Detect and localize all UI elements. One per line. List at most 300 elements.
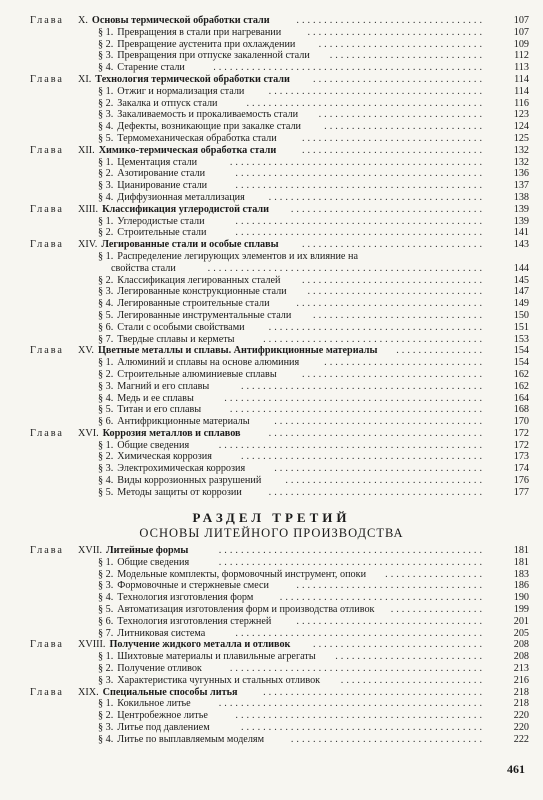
toc-section-entry bbox=[0, 616, 543, 628]
chapter-number: X. bbox=[78, 15, 88, 26]
toc-section-entry bbox=[0, 27, 543, 39]
section-heading bbox=[98, 27, 281, 39]
toc-section-entry bbox=[0, 734, 543, 746]
section-heading bbox=[98, 298, 270, 310]
section-number: § 2. bbox=[98, 710, 114, 722]
section-title: Химическая коррозия bbox=[117, 451, 212, 463]
dot-leader: ............................................. bbox=[235, 627, 485, 639]
toc-section-entry bbox=[0, 286, 543, 298]
page-reference: 139 bbox=[513, 215, 529, 227]
dot-leader: .............................................. bbox=[229, 662, 485, 674]
dot-leader: ................................. bbox=[301, 274, 485, 286]
section-number: § 2. bbox=[98, 368, 114, 380]
section-heading bbox=[98, 62, 185, 74]
toc-section-entry bbox=[0, 393, 543, 405]
dot-leader: .............................. bbox=[318, 109, 485, 121]
part-subheading: ОСНОВЫ ЛИТЕЙНОГО ПРОИЗВОДСТВА bbox=[139, 526, 404, 540]
dot-leader: ................................................ bbox=[218, 556, 485, 568]
section-number: § 4. bbox=[98, 62, 114, 74]
section-number: § 2. bbox=[98, 274, 114, 286]
page-reference: 218 bbox=[513, 686, 529, 698]
chapter-word: Глава bbox=[30, 73, 64, 85]
section-number: § 3. bbox=[98, 580, 114, 592]
dot-leader: ................................... bbox=[290, 733, 485, 745]
section-title: Азотирование стали bbox=[117, 168, 206, 180]
toc-section-entry bbox=[0, 275, 543, 287]
dot-leader: ....................................... bbox=[268, 427, 485, 439]
chapter-word: Глава bbox=[30, 686, 64, 698]
section-number: § 7. bbox=[98, 627, 114, 639]
dot-leader: ............................. bbox=[324, 357, 485, 369]
section-heading bbox=[98, 168, 205, 180]
section-title: Превращения в стали при нагревании bbox=[117, 26, 282, 38]
table-of-contents-part-3 bbox=[0, 545, 543, 746]
section-title: Общие сведения bbox=[117, 439, 190, 451]
section-number: § 3. bbox=[98, 380, 114, 392]
section-heading bbox=[98, 157, 197, 169]
section-title: Виды коррозионных разрушений bbox=[117, 475, 262, 487]
toc-section-entry bbox=[0, 322, 543, 334]
dot-leader: ....................................... bbox=[268, 321, 485, 333]
page-reference: 149 bbox=[513, 298, 529, 310]
chapter-word: Глава bbox=[30, 639, 64, 651]
toc-section-entry bbox=[0, 722, 543, 734]
page-reference: 136 bbox=[513, 168, 529, 180]
chapter-number: XV. bbox=[78, 345, 94, 357]
toc-section-entry bbox=[0, 404, 543, 416]
page-reference: 132 bbox=[513, 144, 529, 156]
chapter-word: Глава bbox=[30, 203, 64, 215]
section-title: Термомеханическая обработка стали bbox=[117, 132, 277, 144]
toc-section-entry bbox=[0, 487, 543, 499]
toc-section-entry bbox=[0, 227, 543, 239]
dot-leader: ............................... bbox=[313, 639, 485, 651]
toc-section-entry bbox=[0, 39, 543, 51]
section-heading bbox=[98, 39, 295, 51]
dot-leader: .............................. bbox=[318, 38, 485, 50]
toc-section-entry bbox=[0, 580, 543, 592]
section-title: Магний и его сплавы bbox=[117, 380, 210, 392]
section-heading bbox=[98, 475, 261, 487]
toc-section-entry bbox=[0, 369, 543, 381]
toc-section-entry bbox=[0, 475, 543, 487]
section-number: § 1. bbox=[98, 156, 114, 168]
section-number: § 2. bbox=[98, 662, 114, 674]
page-reference: 150 bbox=[513, 309, 529, 321]
page-reference: 199 bbox=[513, 603, 529, 615]
page-reference: 107 bbox=[513, 26, 529, 38]
dot-leader: ................................. bbox=[301, 368, 485, 380]
section-number: § 3. bbox=[98, 463, 114, 475]
section-number: § 2. bbox=[98, 168, 114, 180]
toc-section-entry bbox=[0, 334, 543, 346]
page-reference: 112 bbox=[514, 50, 529, 62]
toc-section-entry bbox=[0, 592, 543, 604]
chapter-word: Глава bbox=[30, 239, 64, 251]
dot-leader: .................................. bbox=[296, 615, 485, 627]
chapter-number: XI. bbox=[78, 73, 92, 85]
section-number: § 1. bbox=[98, 651, 114, 663]
section-number: § 1. bbox=[98, 439, 114, 451]
section-number: § 6. bbox=[98, 416, 114, 428]
dot-leader: ................................ bbox=[307, 26, 485, 38]
section-title: Диффузионная металлизация bbox=[117, 191, 245, 203]
section-number: § 5. bbox=[98, 603, 114, 615]
section-title: Старение стали bbox=[117, 62, 185, 74]
page-reference: 186 bbox=[513, 580, 529, 592]
page-reference: 190 bbox=[513, 592, 529, 604]
table-of-contents-part-2 bbox=[0, 15, 543, 499]
dot-leader: ...................................... bbox=[274, 463, 485, 475]
section-heading bbox=[98, 369, 277, 381]
dot-leader: ............................................. bbox=[235, 215, 485, 227]
section-heading bbox=[98, 121, 301, 133]
section-number: § 6. bbox=[98, 321, 114, 333]
toc-section-entry bbox=[0, 121, 543, 133]
section-number: § 2. bbox=[98, 568, 114, 580]
section-title: Закаливаемость и прокаливаемость стали bbox=[117, 109, 299, 121]
toc-section-entry bbox=[0, 604, 543, 616]
page-reference: 154 bbox=[513, 345, 529, 357]
chapter-number: XIV. bbox=[78, 239, 98, 251]
section-title: Автоматизация изготовления форм и производства отливок bbox=[117, 603, 375, 615]
chapter-heading bbox=[78, 15, 270, 27]
page-reference: 216 bbox=[513, 674, 529, 686]
chapter-heading bbox=[78, 239, 279, 251]
page-reference: 145 bbox=[513, 274, 529, 286]
chapter-heading bbox=[78, 345, 377, 357]
page-reference: 170 bbox=[513, 416, 529, 428]
dot-leader: ............................................. bbox=[235, 180, 485, 192]
section-heading bbox=[98, 557, 189, 569]
section-number: § 3. bbox=[98, 50, 114, 62]
section-title: Центробежное литье bbox=[117, 710, 208, 722]
dot-leader: .............................................. bbox=[229, 404, 485, 416]
toc-chapter-entry bbox=[0, 145, 543, 157]
section-heading bbox=[98, 487, 242, 499]
page-reference: 181 bbox=[513, 545, 529, 556]
dot-leader: ....................................... bbox=[268, 191, 485, 203]
page-reference: 168 bbox=[513, 404, 529, 416]
page-reference: 177 bbox=[513, 486, 529, 498]
dot-leader: ............................ bbox=[329, 50, 485, 62]
page-number: 461 bbox=[507, 762, 525, 776]
chapter-title: Литейные формы bbox=[106, 545, 189, 556]
section-title: Твердые сплавы и керметы bbox=[117, 333, 235, 345]
section-heading bbox=[98, 616, 271, 628]
dot-leader: ............................................. bbox=[235, 227, 485, 239]
toc-section-entry bbox=[0, 216, 543, 228]
toc-section-entry bbox=[0, 251, 543, 263]
chapter-word: Глава bbox=[30, 345, 64, 357]
chapter-title: Специальные способы литья bbox=[102, 686, 238, 698]
toc-chapter-entry bbox=[0, 639, 543, 651]
section-title: Легированные инструментальные стали bbox=[117, 309, 292, 321]
toc-section-entry bbox=[0, 451, 543, 463]
toc-section-entry bbox=[0, 698, 543, 710]
toc-section-entry bbox=[0, 180, 543, 192]
section-title: Литниковая система bbox=[117, 627, 206, 639]
toc-chapter-entry bbox=[0, 74, 543, 86]
chapter-heading bbox=[78, 74, 290, 86]
chapter-number: XVIII. bbox=[78, 639, 106, 651]
page-reference: 114 bbox=[514, 73, 529, 85]
section-title: Легированные конструкционные стали bbox=[117, 286, 287, 298]
section-heading bbox=[98, 133, 277, 145]
dot-leader: ................................ bbox=[307, 286, 485, 298]
section-number: § 2. bbox=[98, 97, 114, 109]
section-title: Превращение аустенита при охлаждении bbox=[117, 38, 296, 50]
section-heading bbox=[98, 592, 253, 604]
chapter-heading bbox=[78, 687, 238, 699]
page-reference: 162 bbox=[513, 368, 529, 380]
page-reference: 107 bbox=[513, 15, 529, 26]
page-reference: 220 bbox=[513, 721, 529, 733]
page-reference: 137 bbox=[513, 180, 529, 192]
section-number: § 5. bbox=[98, 404, 114, 416]
section-number: § 4. bbox=[98, 733, 114, 745]
section-title: Технология изготовления форм bbox=[117, 592, 254, 604]
page-reference: 174 bbox=[513, 463, 529, 475]
section-heading bbox=[98, 393, 194, 405]
dot-leader: ................................................. bbox=[213, 62, 485, 74]
toc-section-entry bbox=[0, 98, 543, 110]
dot-leader: ................. bbox=[390, 603, 485, 615]
section-title: Характеристика чугунных и стальных отливок bbox=[117, 674, 321, 686]
toc-section-entry bbox=[0, 86, 543, 98]
dot-leader: ................................................ bbox=[218, 439, 485, 451]
section-number: § 4. bbox=[98, 475, 114, 487]
section-number: § 3. bbox=[98, 721, 114, 733]
page-reference: 162 bbox=[513, 380, 529, 392]
toc-section-entry bbox=[0, 557, 543, 569]
toc-section-entry bbox=[0, 157, 543, 169]
dot-leader: ............................. bbox=[324, 121, 485, 133]
chapter-number: XVII. bbox=[78, 545, 103, 556]
section-heading bbox=[111, 263, 176, 275]
dot-leader: .................................. bbox=[296, 15, 485, 26]
section-heading bbox=[98, 663, 202, 675]
dot-leader: ................................. bbox=[301, 144, 485, 156]
toc-section-entry bbox=[0, 109, 543, 121]
section-heading bbox=[98, 322, 245, 334]
section-heading bbox=[98, 334, 235, 346]
section-heading bbox=[98, 357, 299, 369]
section-title: Кокильное литье bbox=[117, 698, 191, 710]
chapter-title: Коррозия металлов и сплавов bbox=[102, 427, 241, 439]
section-title: Медь и ее сплавы bbox=[117, 392, 194, 404]
dot-leader: ............................... bbox=[313, 309, 485, 321]
dot-leader: ................................... bbox=[290, 203, 485, 215]
dot-leader: ............................................... bbox=[224, 392, 485, 404]
dot-leader: ................................................ bbox=[218, 698, 485, 710]
dot-leader: ........................................... bbox=[246, 97, 485, 109]
page-reference: 138 bbox=[513, 191, 529, 203]
section-heading bbox=[98, 180, 207, 192]
section-number: § 5. bbox=[98, 486, 114, 498]
section-title: Дефекты, возникающие при закалке стали bbox=[117, 121, 301, 133]
dot-leader: ........................................ bbox=[263, 686, 485, 698]
section-title: Строительные стали bbox=[117, 227, 207, 239]
section-number: § 4. bbox=[98, 392, 114, 404]
page-reference: 222 bbox=[513, 733, 529, 745]
toc-section-entry bbox=[0, 263, 543, 275]
section-number: § 1. bbox=[98, 26, 114, 38]
section-heading bbox=[98, 98, 217, 110]
section-heading bbox=[98, 216, 205, 228]
section-title: Цементация стали bbox=[117, 156, 198, 168]
section-title: Отжиг и нормализация стали bbox=[117, 85, 245, 97]
chapter-word: Глава bbox=[30, 15, 64, 26]
page-reference: 218 bbox=[513, 698, 529, 710]
dot-leader: ............................................. bbox=[235, 168, 485, 180]
page-reference: 132 bbox=[513, 156, 529, 168]
section-title: Шихтовые материалы и плавильные агрегаты bbox=[117, 651, 316, 663]
section-heading bbox=[98, 628, 205, 640]
page-reference: 109 bbox=[513, 38, 529, 50]
dot-leader: ................................. bbox=[301, 132, 485, 144]
chapter-title: Технология термической обработки стали bbox=[95, 73, 290, 85]
toc-chapter-entry bbox=[0, 345, 543, 357]
dot-leader: .................. bbox=[385, 568, 485, 580]
toc-section-entry bbox=[0, 710, 543, 722]
section-number: § 5. bbox=[98, 132, 114, 144]
section-number: § 3. bbox=[98, 674, 114, 686]
part-heading: РАЗДЕЛ ТРЕТИЙ bbox=[192, 510, 351, 525]
section-heading bbox=[98, 404, 201, 416]
section-number: § 5. bbox=[98, 309, 114, 321]
section-title: Формовочные и стержневые смеси bbox=[117, 580, 270, 592]
toc-section-entry bbox=[0, 168, 543, 180]
section-title: Получение отливок bbox=[117, 662, 202, 674]
section-title: Литье под давлением bbox=[117, 721, 210, 733]
toc-section-entry bbox=[0, 675, 543, 687]
chapter-title: Цветные металлы и сплавы. Антифрикционные материалы bbox=[97, 345, 378, 357]
section-heading bbox=[98, 50, 310, 62]
page-reference: 147 bbox=[513, 286, 529, 298]
toc-section-entry bbox=[0, 569, 543, 581]
section-title: Превращения при отпуске закаленной стали bbox=[117, 50, 310, 62]
section-heading bbox=[98, 569, 366, 581]
toc-chapter-entry bbox=[0, 428, 543, 440]
section-title: Закалка и отпуск стали bbox=[117, 97, 218, 109]
page-reference: 164 bbox=[513, 392, 529, 404]
section-heading bbox=[98, 734, 264, 746]
section-number: § 4. bbox=[98, 191, 114, 203]
dot-leader: .................................. bbox=[296, 298, 485, 310]
section-number: § 1. bbox=[98, 698, 114, 710]
page-reference: 141 bbox=[513, 227, 529, 239]
section-number: § 2. bbox=[98, 227, 114, 239]
page-reference: 153 bbox=[513, 333, 529, 345]
chapter-word: Глава bbox=[30, 545, 64, 556]
section-heading bbox=[98, 651, 316, 663]
section-heading bbox=[98, 310, 291, 322]
section-title: свойства стали bbox=[111, 262, 176, 274]
section-title: Общие сведения bbox=[117, 556, 190, 568]
chapter-title: Классификация углеродистой стали bbox=[102, 203, 269, 215]
dot-leader: ................................................ bbox=[218, 545, 485, 556]
section-heading bbox=[98, 227, 206, 239]
section-number: § 1. bbox=[98, 215, 114, 227]
toc-section-entry bbox=[0, 298, 543, 310]
section-title: Строительные алюминиевые сплавы bbox=[117, 368, 277, 380]
page-reference: 125 bbox=[513, 132, 529, 144]
section-heading bbox=[98, 109, 298, 121]
section-heading bbox=[98, 381, 209, 393]
page-reference: 172 bbox=[513, 427, 529, 439]
chapter-number: XVI. bbox=[78, 427, 99, 439]
section-number: § 4. bbox=[98, 121, 114, 133]
section-heading bbox=[98, 710, 208, 722]
section-number: § 6. bbox=[98, 615, 114, 627]
section-number: § 2. bbox=[98, 38, 114, 50]
section-number: § 1. bbox=[98, 357, 114, 369]
dot-leader: ............................................ bbox=[240, 721, 485, 733]
section-title: Алюминий и сплавы на основе алюминия bbox=[117, 357, 300, 369]
dot-leader: .................................. bbox=[296, 580, 485, 592]
section-title: Легированные строительные стали bbox=[117, 298, 270, 310]
section-number: § 1. bbox=[98, 556, 114, 568]
page-reference: 139 bbox=[513, 203, 529, 215]
page-reference: 176 bbox=[513, 475, 529, 487]
dot-leader: ............................... bbox=[313, 73, 485, 85]
page-reference: 205 bbox=[513, 627, 529, 639]
toc-section-entry bbox=[0, 192, 543, 204]
toc-section-entry bbox=[0, 133, 543, 145]
section-heading bbox=[98, 604, 374, 616]
page-reference: 143 bbox=[513, 239, 529, 251]
chapter-title: Основы термической обработки стали bbox=[91, 15, 270, 26]
chapter-title: Легированные стали и особые сплавы bbox=[101, 239, 279, 251]
section-heading bbox=[98, 463, 245, 475]
chapter-heading bbox=[78, 639, 290, 651]
toc-section-entry bbox=[0, 440, 543, 452]
section-heading bbox=[98, 86, 244, 98]
section-number: § 1. bbox=[98, 250, 114, 262]
page-reference: 124 bbox=[513, 121, 529, 133]
section-heading bbox=[98, 580, 269, 592]
dot-leader: .................................... bbox=[285, 475, 485, 487]
chapter-heading bbox=[78, 204, 269, 216]
toc-section-entry bbox=[0, 651, 543, 663]
section-title: Методы защиты от коррозии bbox=[117, 486, 242, 498]
section-title: Углеродистые стали bbox=[117, 215, 205, 227]
section-number: § 3. bbox=[98, 286, 114, 298]
section-heading bbox=[98, 451, 212, 463]
dot-leader: ............................................ bbox=[240, 380, 485, 392]
chapter-heading bbox=[78, 545, 188, 557]
page-reference: 208 bbox=[513, 651, 529, 663]
section-title: Стали с особыми свойствами bbox=[117, 321, 245, 333]
page-reference: 208 bbox=[513, 639, 529, 651]
toc-chapter-entry bbox=[0, 15, 543, 27]
section-heading bbox=[98, 722, 210, 734]
section-heading bbox=[98, 192, 245, 204]
page-reference: 151 bbox=[513, 321, 529, 333]
chapter-title: Получение жидкого металла и отливок bbox=[109, 639, 291, 651]
dot-leader: ....................................... bbox=[268, 486, 485, 498]
section-heading bbox=[98, 416, 250, 428]
section-title: Модельные комплекты, формовочный инструмент, опоки bbox=[117, 568, 367, 580]
page-reference: 213 bbox=[513, 662, 529, 674]
chapter-title: Химико-термическая обработка стали bbox=[98, 144, 277, 156]
section-heading bbox=[98, 675, 320, 687]
dot-leader: ........................................ bbox=[263, 333, 485, 345]
page-reference: 173 bbox=[513, 451, 529, 463]
page-reference: 183 bbox=[513, 568, 529, 580]
section-number: § 4. bbox=[98, 592, 114, 604]
